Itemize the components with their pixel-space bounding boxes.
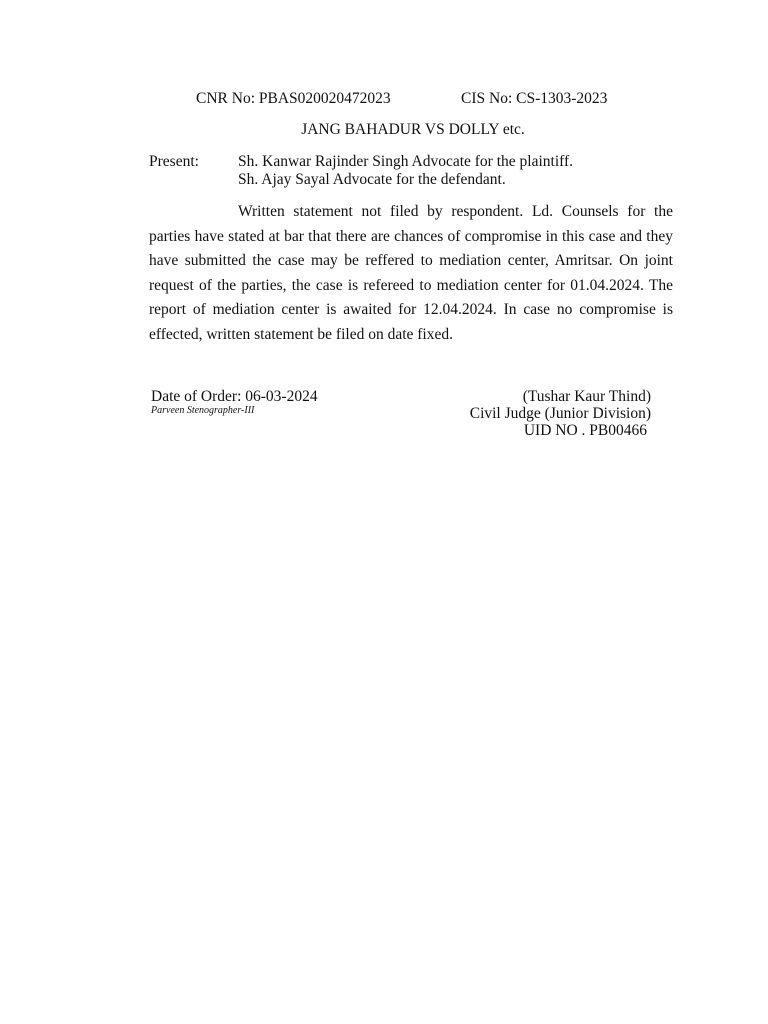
judge-name: (Tushar Kaur Thind) [522, 388, 651, 405]
present-plaintiff-counsel: Sh. Kanwar Rajinder Singh Advocate for the plaintiff. [238, 153, 574, 170]
present-defendant-counsel: Sh. Ajay Sayal Advocate for the defendant. [238, 171, 506, 188]
cnr-number: CNR No: PBAS020020472023 [196, 90, 391, 107]
judge-title: Civil Judge (Junior Division) [469, 405, 651, 422]
order-date: Date of Order: 06-03-2024 [151, 388, 318, 405]
cis-number: CIS No: CS-1303-2023 [461, 90, 608, 107]
judge-uid: UID NO . PB00466 [523, 422, 647, 439]
order-body-paragraph: Written statement not filed by respondent. Ld. Counsels for the parties have stated at bar that there are chances of compromise in this case and they have submitted the case may be reffered to mediation center, Amritsar. On joint request of the parties, the case is refereed to mediation center for 01.04.2024. The report of mediation center is awaited for 12.04.2024. In case no compromise is effected, written statement be filed on date fixed. [149, 203, 673, 343]
present-label: Present: [149, 153, 199, 170]
judge-signature-block [470, 388, 651, 439]
case-number-header [196, 90, 608, 108]
present-list [238, 153, 573, 189]
case-title: JANG BAHADUR VS DOLLY etc. [301, 121, 525, 138]
stenographer-note: Parveen Stenographer-III [151, 405, 255, 416]
